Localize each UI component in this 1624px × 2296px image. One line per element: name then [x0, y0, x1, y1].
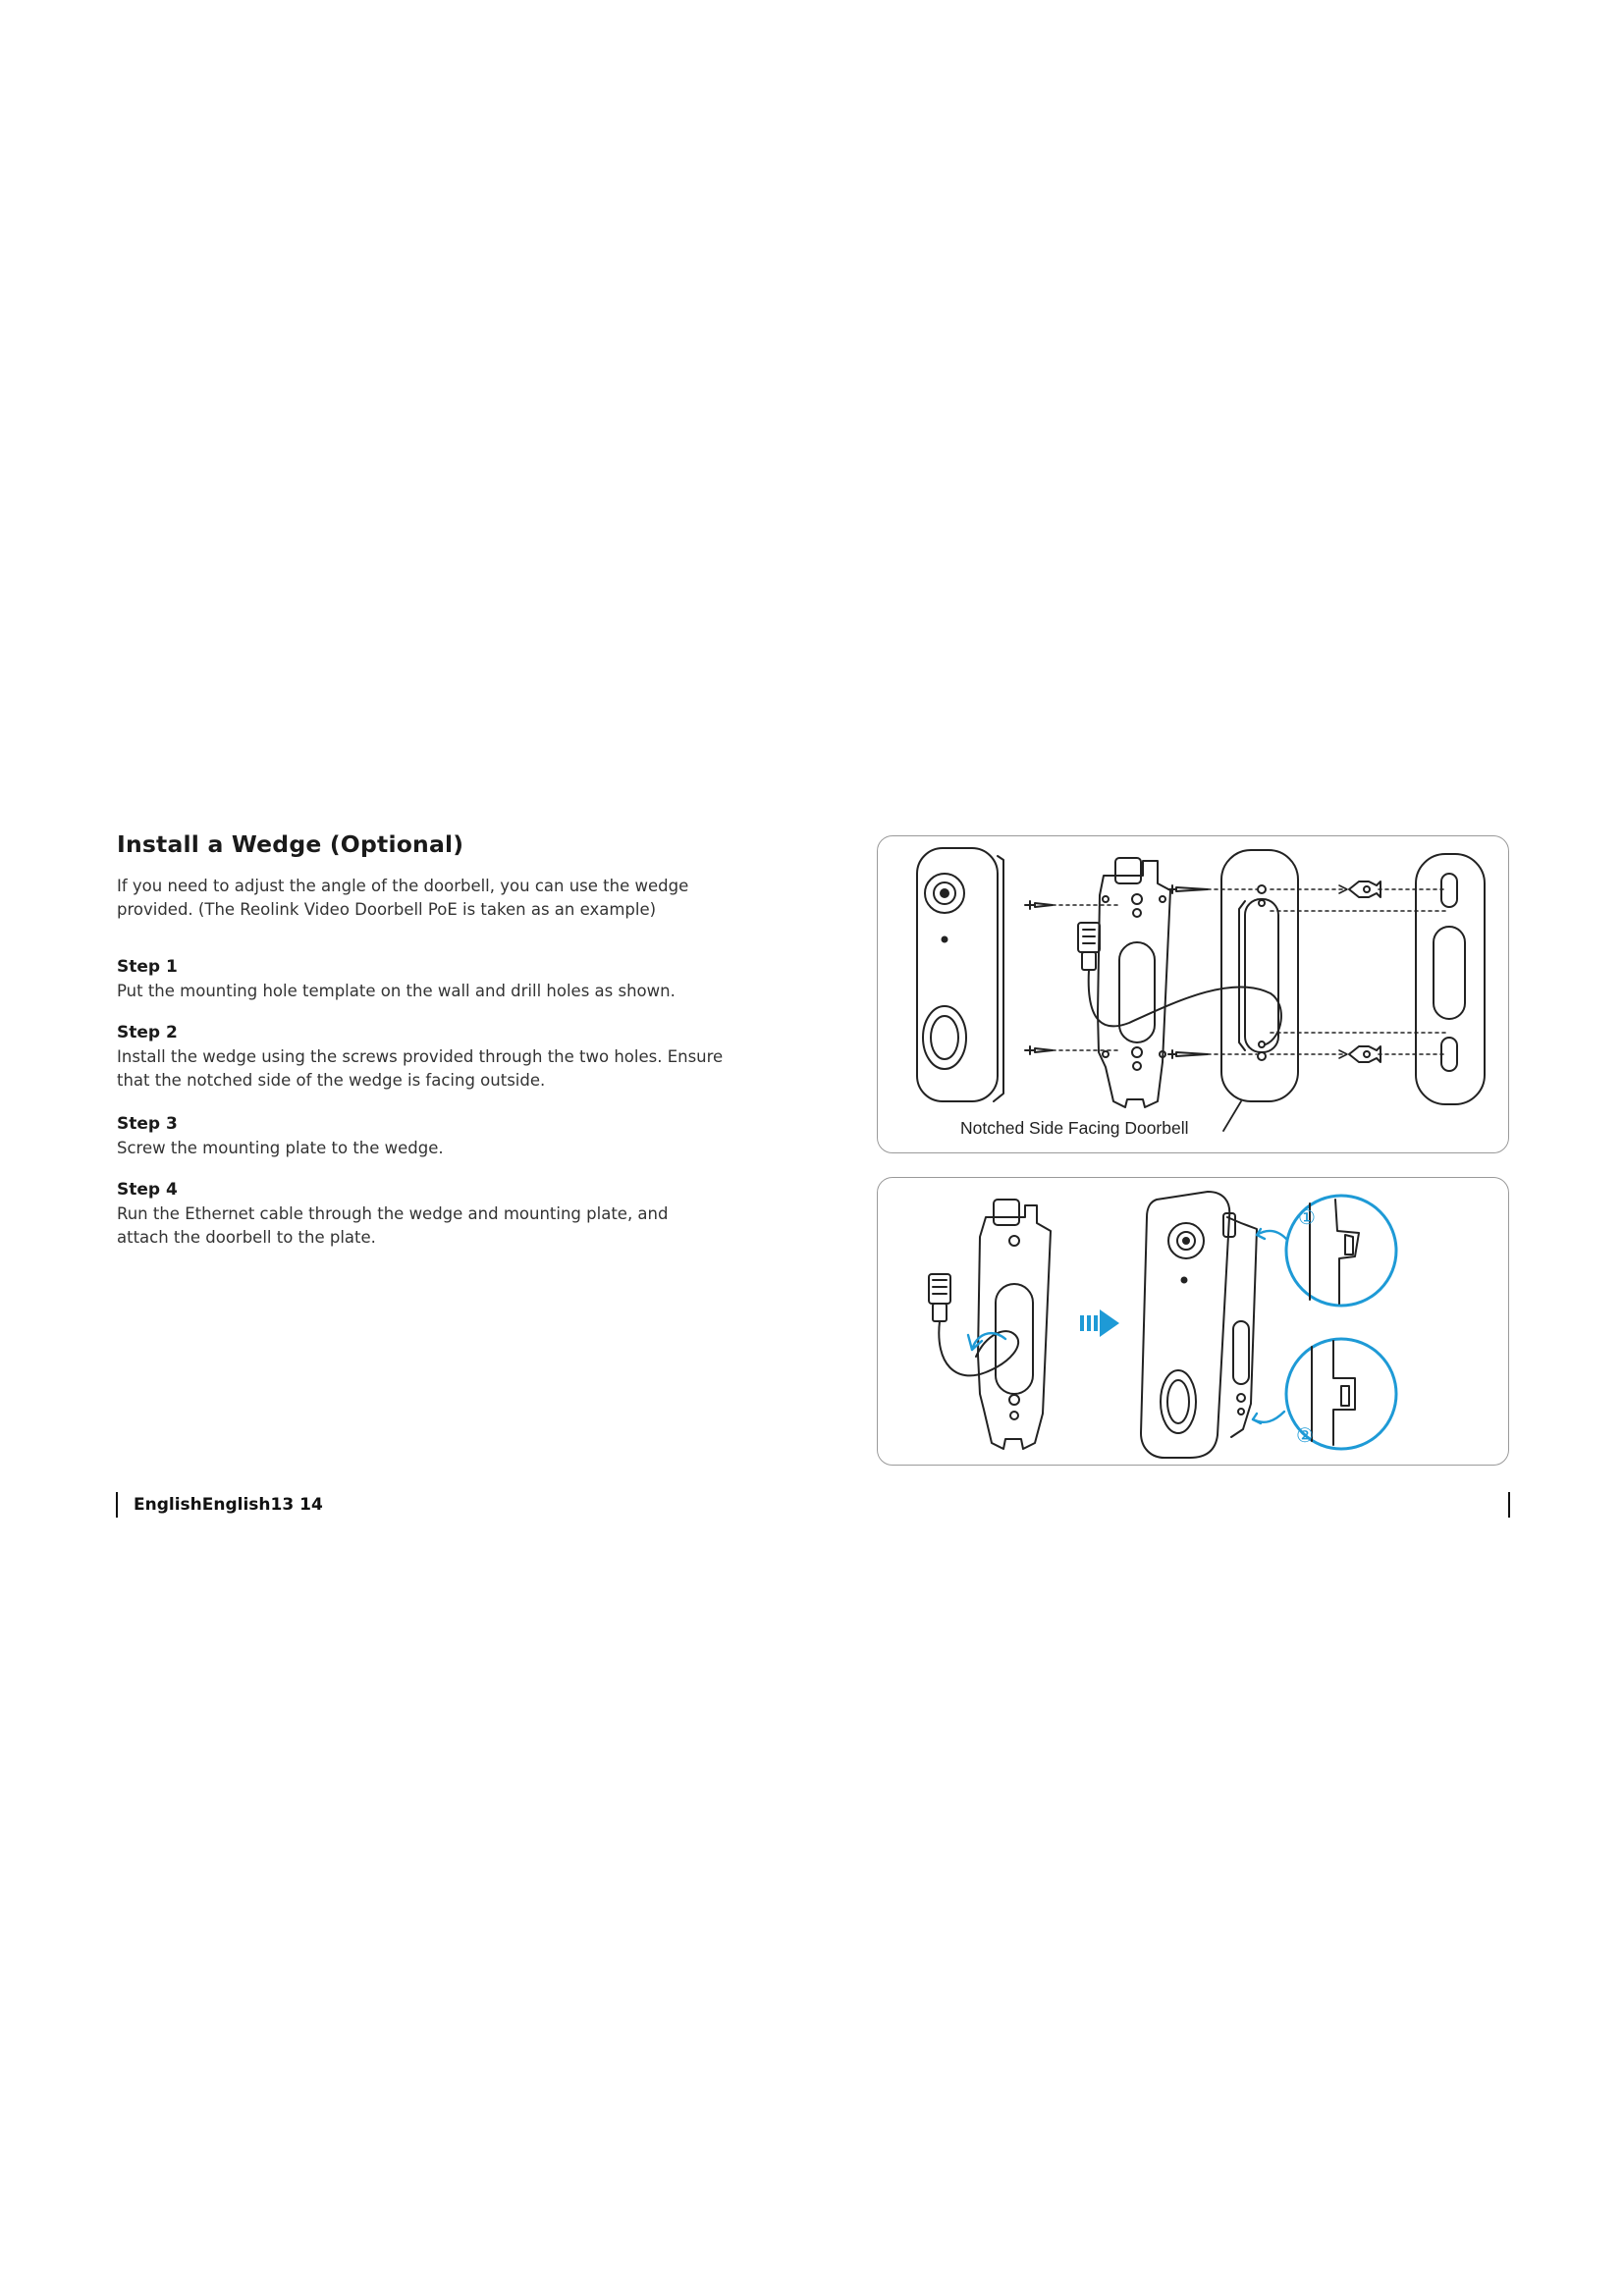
footer-rule-right: [1508, 1492, 1510, 1518]
footer-page-left: 13: [270, 1495, 295, 1515]
attach-diagram: [878, 1178, 1508, 1465]
marker-2: ②: [1296, 1425, 1314, 1447]
step-2-heading: Step 2: [117, 1023, 178, 1042]
caption-pointer: [1223, 1101, 1241, 1131]
step-3-text: Screw the mounting plate to the wedge.: [117, 1139, 444, 1157]
footer-language-left: English: [134, 1495, 202, 1515]
wall-anchor-bottom: [1349, 1046, 1380, 1062]
figure-attach-doorbell: [877, 1177, 1509, 1466]
footer-labels: [134, 1495, 323, 1515]
screw-mid-top: [1168, 885, 1208, 893]
mounting-plate-with-cable: [929, 1200, 1051, 1449]
screw-left-top: [1025, 901, 1053, 909]
step-4-text-line-1: Run the Ethernet cable through the wedge and mounting plate, and: [117, 1204, 669, 1223]
step-1-text: Put the mounting hole template on the wall and drill holes as shown.: [117, 982, 676, 1000]
step-2-text-line-1: Install the wedge using the screws provided through the two holes. Ensure: [117, 1047, 724, 1066]
callout-arrowhead-2: [1253, 1414, 1261, 1423]
step-4-text-line-2: attach the doorbell to the plate.: [117, 1228, 376, 1247]
intro-line-2: provided. (The Reolink Video Doorbell PoE is taken as an example): [117, 900, 657, 919]
exploded-diagram: [878, 836, 1508, 1152]
page-title: Install a Wedge (Optional): [117, 830, 464, 858]
cable-route-arrow-icon: [972, 1333, 1005, 1350]
footer-page-right: 14: [299, 1495, 323, 1515]
screw-mid-bottom: [1168, 1050, 1208, 1058]
wedge: [1221, 850, 1298, 1101]
step-4-heading: Step 4: [117, 1180, 178, 1200]
mounting-plate: [1098, 858, 1170, 1107]
marker-1: ①: [1298, 1207, 1316, 1229]
doorbell-mounted: [1141, 1192, 1257, 1458]
arrow-right-icon: [1080, 1309, 1119, 1337]
footer-language-right: English: [201, 1495, 271, 1515]
guide-lines: [1053, 889, 1445, 1054]
figure-exploded-install: [877, 835, 1509, 1153]
figure-1-caption: Notched Side Facing Doorbell: [960, 1118, 1189, 1138]
doorbell-device: [917, 848, 1003, 1101]
footer-rule-left: [116, 1492, 118, 1518]
screw-left-bottom: [1025, 1046, 1053, 1054]
intro-line-1: If you need to adjust the angle of the doorbell, you can use the wedge: [117, 877, 689, 895]
ethernet-cable: [1078, 923, 1281, 1044]
step-2-text-line-2: that the notched side of the wedge is facing outside.: [117, 1071, 546, 1090]
step-3-heading: Step 3: [117, 1114, 178, 1134]
wall-template: [1416, 854, 1485, 1104]
wall-anchor-top: [1349, 881, 1380, 897]
step-1-heading: Step 1: [117, 957, 178, 977]
